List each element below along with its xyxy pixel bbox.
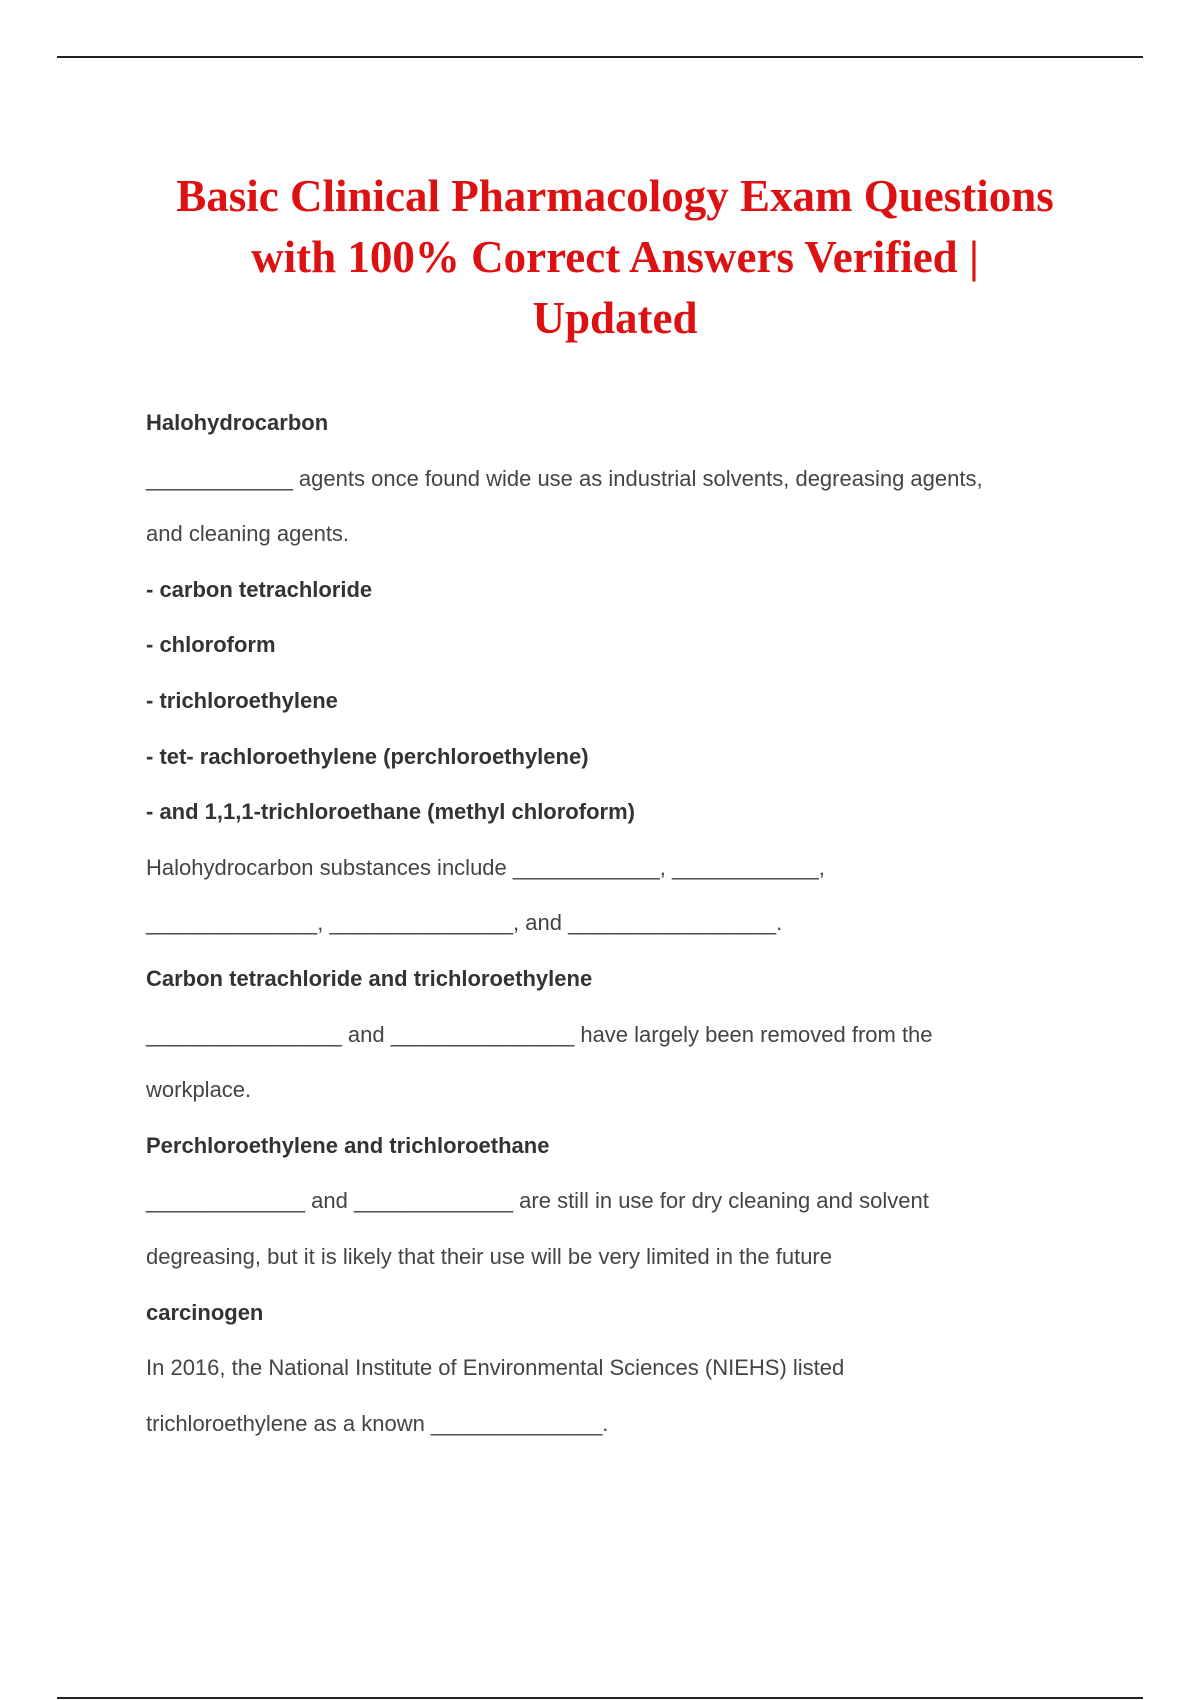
term-list-item: - carbon tetrachloride (146, 576, 373, 602)
term-carcinogen: carcinogen (146, 1299, 264, 1325)
definition-line: trichloroethylene as a known ______________. (146, 1410, 609, 1436)
term-list-item: - and 1,1,1-trichloroethane (methyl chloroform) (146, 799, 635, 825)
question-list (146, 395, 1086, 1451)
definition-line: and cleaning agents. (146, 521, 350, 547)
document-title (120, 166, 1110, 349)
definition-line: workplace. (146, 1077, 252, 1103)
term-perchloroethylene: Perchloroethylene and trichloroethane (146, 1132, 550, 1158)
definition-line: ____________ agents once found wide use as industrial solvents, degreasing agents, (146, 465, 983, 491)
top-rule (57, 56, 1143, 58)
definition-line: In 2016, the National Institute of Environmental Sciences (NIEHS) listed (146, 1355, 845, 1381)
term-list-item: - chloroform (146, 632, 276, 658)
term-halohydrocarbon: Halohydrocarbon (146, 410, 329, 435)
definition-line: degreasing, but it is likely that their use will be very limited in the future (146, 1243, 832, 1269)
definition-line: ______________, _______________, and _________________. (146, 910, 783, 936)
bottom-rule (57, 1697, 1143, 1699)
definition-line: Halohydrocarbon substances include ____________, ____________, (146, 854, 825, 880)
title-line: Basic Clinical Pharmacology Exam Questions (176, 171, 1054, 221)
title-line: Updated (532, 293, 698, 343)
title-line: with 100% Correct Answers Verified | (251, 232, 979, 282)
definition-line: _____________ and _____________ are still in use for dry cleaning and solvent (146, 1188, 929, 1214)
definition-line: ________________ and _______________ have largely been removed from the (146, 1021, 933, 1047)
term-list-item: - tet- rachloroethylene (perchloroethylene) (146, 743, 589, 769)
term-list-item: - trichloroethylene (146, 687, 338, 713)
term-carbon-tetrachloride: Carbon tetrachloride and trichloroethylene (146, 965, 593, 991)
